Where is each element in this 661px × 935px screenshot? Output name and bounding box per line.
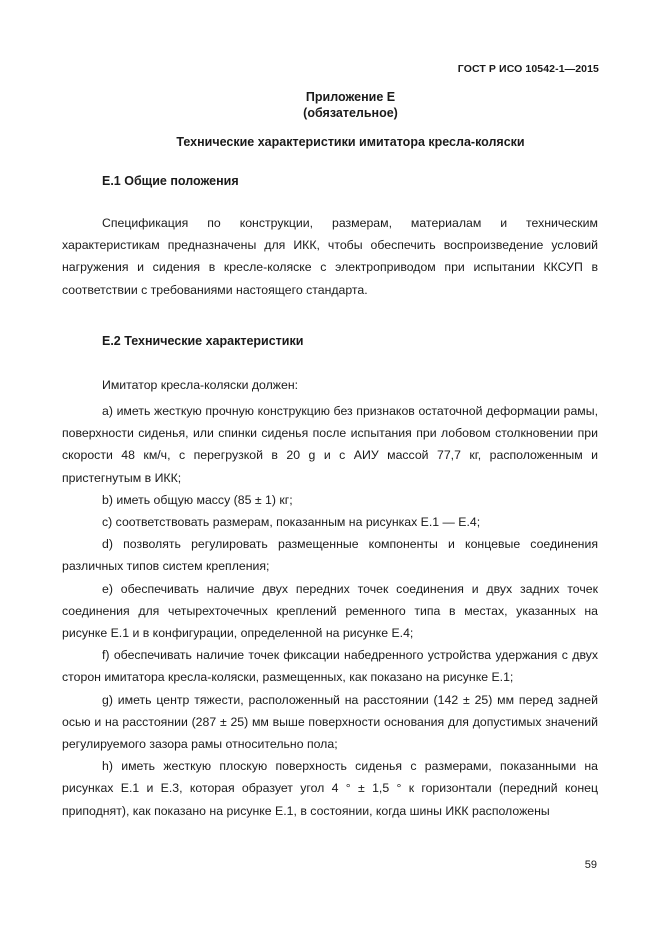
appendix-title: Приложение Е	[305, 90, 396, 104]
requirement-item-d: d) позволять регулировать размещенные компоненты и концевые соединения различных типов систем крепления;	[62, 537, 598, 574]
requirement-item-g: g) иметь центр тяжести, расположенный на расстоянии (142 ± 25) мм перед задней осью и на расстоянии (287 ± 25) мм выше поверхности основания для допустимых значений регулируемого зазора рамы относительно пола;	[62, 692, 598, 752]
page-number: 59	[584, 859, 597, 871]
section-e2-intro: Имитатор кресла-коляски должен:	[102, 378, 299, 392]
requirement-item-c: c) соответствовать размерам, показанным на рисунках Е.1 — Е.4;	[102, 515, 481, 530]
requirement-item-a: a) иметь жесткую прочную конструкцию без признаков остаточной деформации рамы, поверхности сиденья, или спинки сиденья после испытания при лобовом столкновении при скорости 48 км/ч, с перегрузкой в 20 g и с АИУ массой 77,7 кг, расположенным и пристегнутым в ИКК;	[62, 404, 598, 485]
requirements-list	[62, 400, 598, 822]
standard-identifier: ГОСТ Р ИСО 10542-1—2015	[457, 63, 599, 75]
section-e1-paragraph: Спецификация по конструкции, размерам, материалам и техническим характеристикам предназначены для ИКК, чтобы обеспечить воспроизведение условий нагружения и сидения в кресле-коляске с электроприводом при испытании ККСУП в соответствии с требованиями настоящего стандарта.	[62, 216, 598, 297]
section-heading-e2: Е.2 Технические характеристики	[102, 334, 304, 348]
appendix-status: (обязательное)	[303, 106, 398, 120]
section-heading-e1: Е.1 Общие положения	[102, 174, 239, 188]
requirement-item-f: f) обеспечивать наличие точек фиксации набедренного устройства удержания с двух сторон имитатора кресла-коляски, размещенных, как показано на рисунке Е.1;	[62, 648, 598, 685]
requirement-item-b: b) иметь общую массу (85 ± 1) кг;	[102, 492, 293, 507]
appendix-subject: Технические характеристики имитатора кресла-коляски	[176, 135, 525, 149]
requirement-item-h: h) иметь жесткую плоскую поверхность сиденья с размерами, показанными на рисунках Е.1 и Е.3, которая образует угол 4 ° ± 1,5 ° к горизонтали (передний конец приподнят), как показано на рисунке Е.1, в состоянии, когда шины ИКК расположены	[62, 759, 598, 818]
requirement-item-e: e) обеспечивать наличие двух передних точек соединения и двух задних точек соединения для четырехточечных креплений ременного типа в местах, указанных на рисунке Е.1 и в конфигурации, определенной на рисунке Е.4;	[62, 581, 598, 641]
